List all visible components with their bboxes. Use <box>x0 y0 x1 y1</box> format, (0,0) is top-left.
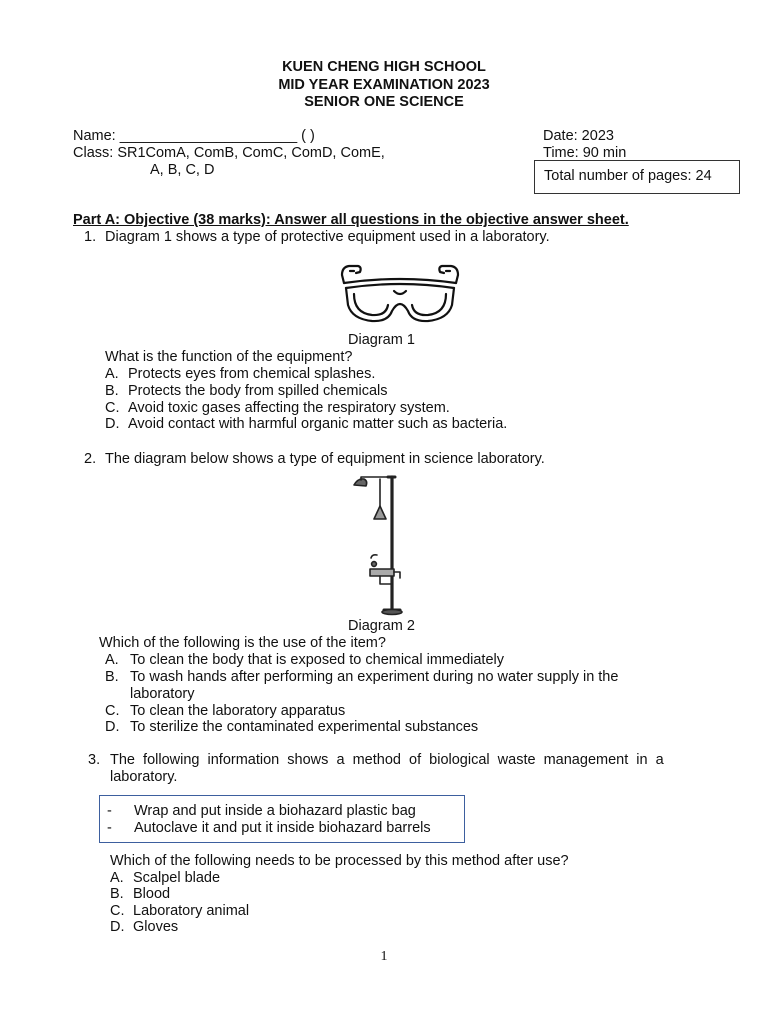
q3-number: 3. <box>88 752 101 768</box>
part-a-title: Part A: Objective (38 marks): Answer all questions in the objective answer sheet. <box>73 212 629 228</box>
q2-option-a: To clean the body that is exposed to chemical immediately <box>130 652 504 668</box>
class-line: Class: SR1ComA, ComB, ComC, ComD, ComE, <box>73 145 385 161</box>
q3-box-item-2: Autoclave it and put it inside biohazard barrels <box>134 820 431 836</box>
q1-option-b: Protects the body from spilled chemicals <box>128 383 388 399</box>
q2-option-c: To clean the laboratory apparatus <box>130 703 346 719</box>
q2-option-d-letter: D. <box>105 719 120 735</box>
q1-text: Diagram 1 shows a type of protective equipment used in a laboratory. <box>105 229 550 245</box>
q3-box-dash-2: - <box>107 820 112 836</box>
diagram-2-caption: Diagram 2 <box>348 618 415 634</box>
q2-option-a-letter: A. <box>105 652 119 668</box>
q2-text: The diagram below shows a type of equipment in science laboratory. <box>105 451 545 467</box>
exam-date: Date: 2023 <box>543 128 614 144</box>
q3-option-a-letter: A. <box>110 870 124 886</box>
q3-text-line1: The following information shows a method of biological waste management in a <box>110 752 664 768</box>
class-line-2: A, B, C, D <box>150 162 215 178</box>
q3-box-item-1: Wrap and put inside a biohazard plastic bag <box>134 803 416 819</box>
q2-option-b-letter: B. <box>105 669 119 685</box>
q3-info-box <box>99 795 465 843</box>
page-number: 1 <box>380 949 388 964</box>
q3-option-d: Gloves <box>133 919 179 935</box>
q1-number: 1. <box>84 229 97 245</box>
q1-option-d: Avoid contact with harmful organic matter such as bacteria. <box>128 416 508 432</box>
q1-option-c-letter: C. <box>105 400 120 416</box>
q1-option-a-letter: A. <box>105 366 119 382</box>
diagram-1-caption: Diagram 1 <box>348 332 415 348</box>
q3-option-b-letter: B. <box>110 886 124 902</box>
q2-option-b: To wash hands after performing an experiment during no water supply in the <box>130 669 619 685</box>
q2-question: Which of the following is the use of the item? <box>99 635 386 651</box>
exam-title: MID YEAR EXAMINATION 2023 <box>278 77 490 93</box>
q3-option-b: Blood <box>133 886 171 902</box>
total-pages-box <box>534 160 740 194</box>
q3-box-dash-1: - <box>107 803 112 819</box>
q1-option-a: Protects eyes from chemical splashes. <box>128 366 376 382</box>
q3-option-d-letter: D. <box>110 919 125 935</box>
q3-option-a: Scalpel blade <box>133 870 221 886</box>
q1-option-c: Avoid toxic gases affecting the respiratory system. <box>128 400 450 416</box>
q2-number: 2. <box>84 451 97 467</box>
q1-option-b-letter: B. <box>105 383 119 399</box>
q3-option-c: Laboratory animal <box>133 903 250 919</box>
total-pages-text: Total number of pages: 24 <box>544 168 712 184</box>
q2-option-d: To sterilize the contaminated experimental substances <box>130 719 479 735</box>
q2-option-b-cont: laboratory <box>130 686 195 702</box>
emergency-shower-icon <box>350 472 410 618</box>
name-field: Name: ______________________ ( ) <box>73 128 315 144</box>
q1-question: What is the function of the equipment? <box>105 349 353 365</box>
school-title: KUEN CHENG HIGH SCHOOL <box>282 59 486 75</box>
q3-question: Which of the following needs to be processed by this method after use? <box>110 853 569 869</box>
subject-title: SENIOR ONE SCIENCE <box>304 94 464 110</box>
q3-text-line2: laboratory. <box>110 769 178 785</box>
q2-option-c-letter: C. <box>105 703 120 719</box>
q1-option-d-letter: D. <box>105 416 120 432</box>
exam-time: Time: 90 min <box>543 145 627 161</box>
safety-goggles-icon <box>336 261 464 333</box>
q3-option-c-letter: C. <box>110 903 125 919</box>
